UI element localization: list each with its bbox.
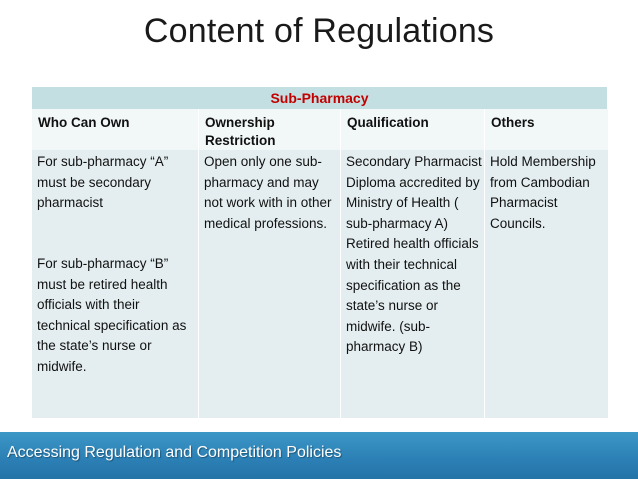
column-qualification bbox=[340, 109, 485, 418]
slide-title: Content of Regulations bbox=[143, 12, 495, 50]
regulations-table bbox=[32, 109, 607, 418]
cell-qualification bbox=[341, 150, 485, 418]
footer-text: Accessing Regulation and Competition Policies bbox=[7, 444, 342, 461]
cell-others bbox=[485, 150, 608, 418]
column-who-can-own bbox=[32, 109, 198, 418]
who-can-own-paragraph-a: For sub-pharmacy “A” must be secondary pharmacist bbox=[37, 154, 169, 211]
others-text: Hold Membership from Cambodian Pharmacist Councils. bbox=[490, 154, 596, 231]
header-others: Others bbox=[491, 115, 535, 130]
table-header-cell bbox=[199, 109, 341, 151]
cell-who-can-own bbox=[32, 150, 198, 418]
table-header-cell bbox=[341, 109, 485, 151]
column-ownership-restriction bbox=[198, 109, 341, 418]
header-qualification: Qualification bbox=[347, 115, 429, 130]
table-header-cell bbox=[485, 109, 608, 151]
ownership-restriction-text: Open only one sub-pharmacy and may not work with in other medical professions. bbox=[204, 154, 332, 231]
table-caption: Sub-Pharmacy bbox=[270, 90, 369, 106]
column-others bbox=[484, 109, 608, 418]
cell-ownership-restriction bbox=[199, 150, 341, 418]
qualification-text: Secondary Pharmacist Diploma accredited by Ministry of Health ( sub-pharmacy A) Retired health officials with their technical specification as the state’s nurse or midwife. (sub-pharmacy B) bbox=[346, 154, 482, 355]
header-who-can-own: Who Can Own bbox=[38, 115, 130, 130]
table-caption-band bbox=[32, 87, 607, 109]
table-header-cell bbox=[32, 109, 198, 151]
footer-bar bbox=[0, 432, 638, 479]
who-can-own-paragraph-b: For sub-pharmacy “B” must be retired health officials with their technical specification as the state’s nurse or midwife. bbox=[37, 256, 187, 374]
header-ownership-restriction: Ownership Restriction bbox=[205, 115, 276, 148]
